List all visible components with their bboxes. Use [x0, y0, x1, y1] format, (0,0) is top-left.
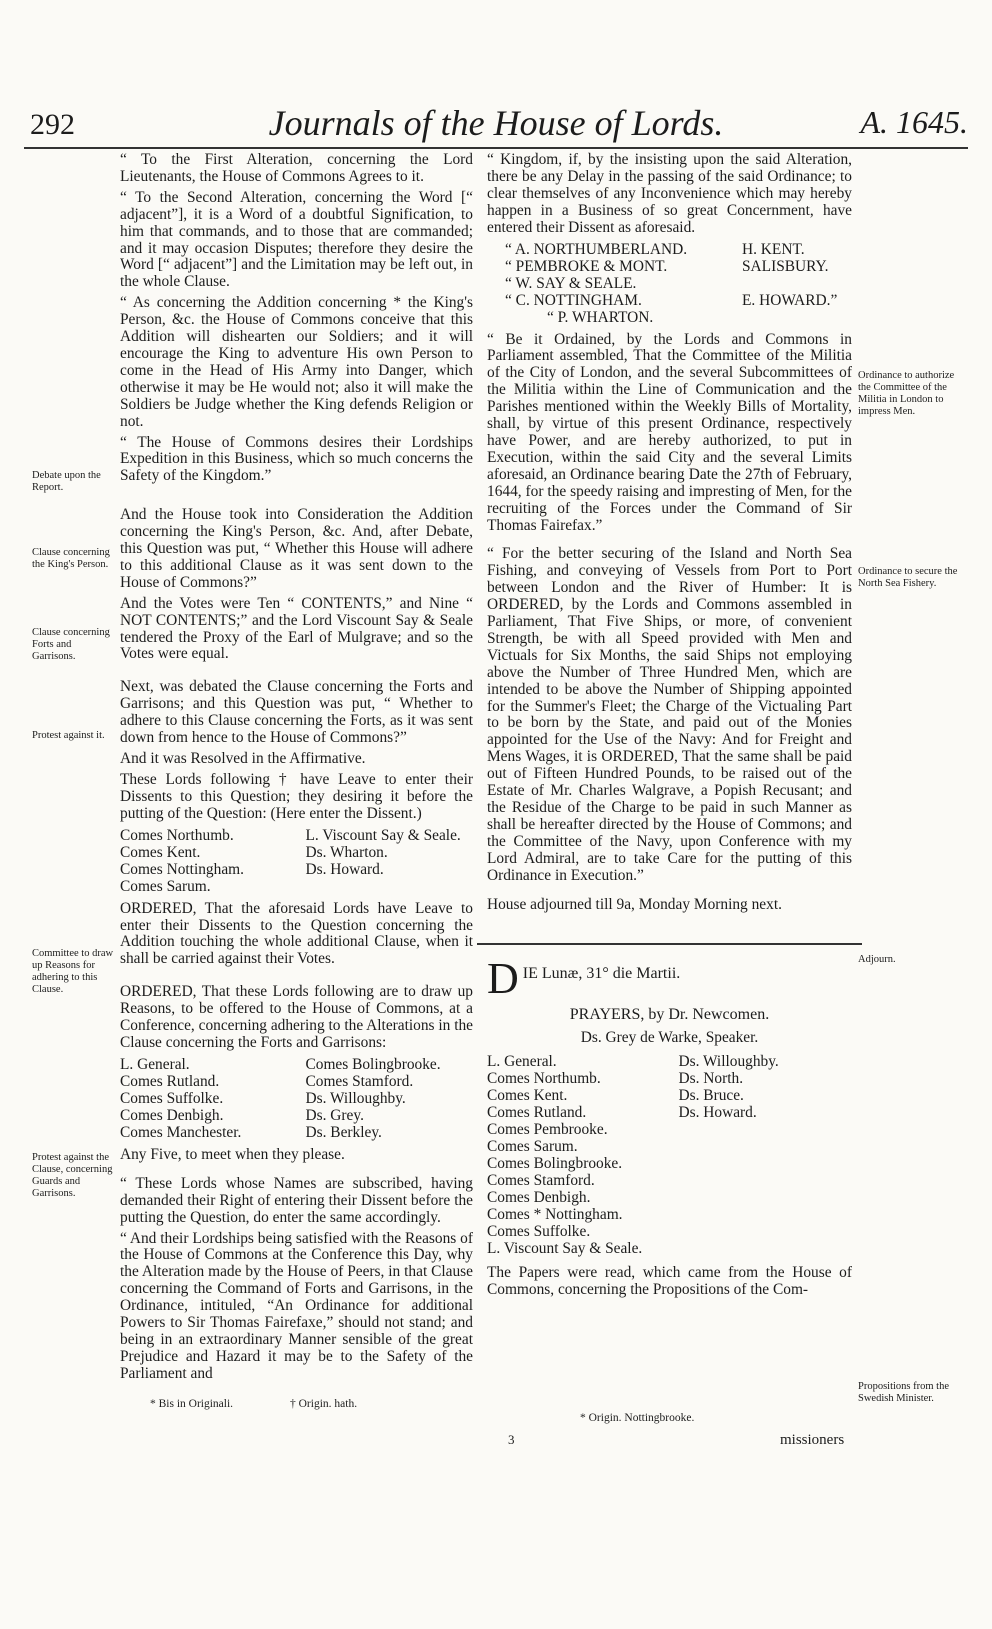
footnote: * Origin. Nottingbrooke.: [580, 1412, 695, 1424]
margin-note: Adjourn.: [858, 954, 896, 965]
paragraph: “ Be it Ordained, by the Lords and Commons in Parliament assembled, That the Committee of the Militia of the City of London, and the several Subcommittees of the Militia within the Line of Communication and the Parishes mentioned within the Weekly Bills of Mortality, shall, by virtue of this present Ordinance, respectively have Power, and are hereby authorized, to put in Execution, within the said City and the several Limits aforesaid, an Ordinance bearing Date the 27th of February, 1644, for the speedy raising and impresting of Men, for the recruiting of the Forces under the Command of Sir Thomas Fairefax.”: [487, 330, 852, 534]
margin-note: Protest against it.: [32, 730, 105, 741]
lord-name: Ds. Howard.: [305, 860, 384, 878]
paragraph: “ Kingdom, if, by the insisting upon the said Alteration, there be any Delay in the passing of the said Ordinance; to clear themselves of any Inconvenience which may hereby happen in a Business of so great Concernment, have entered their Dissent as aforesaid.: [487, 151, 852, 236]
signature-row: [487, 241, 852, 258]
lord-name: Comes Rutland.: [487, 1104, 587, 1122]
footnote: † Origin. hath.: [290, 1398, 358, 1410]
lord-name: Comes Suffolke.: [120, 1089, 224, 1107]
signature: [742, 309, 852, 326]
lord-name: Ds. Howard.: [678, 1104, 757, 1122]
lord-name: Comes Nottingham.: [120, 860, 244, 878]
signature-row: [487, 275, 852, 292]
margin-note: Clause concerning Forts and Garrisons.: [32, 627, 110, 662]
dissent-names: [120, 827, 473, 895]
lord-name: Comes Manchester.: [120, 1123, 242, 1141]
signatures: [487, 241, 852, 326]
lord-name: Comes Stamford.: [305, 1072, 414, 1090]
lord-name: Ds. North.: [678, 1070, 744, 1088]
present-lords: [487, 1053, 852, 1257]
speaker-line: Ds. Grey de Warke, Speaker.: [580, 1029, 759, 1047]
paragraph: The Papers were read, which came from the House of Commons, concerning the Propositions of the Com-: [487, 1264, 852, 1299]
lord-name: Comes Sarum.: [120, 877, 211, 895]
paragraph: ORDERED, That the aforesaid Lords have Leave to enter their Dissents to the Question concerning the Addition touching the whole additional Clause, when it shall be carried against their Votes.: [120, 899, 473, 968]
paragraph: “ To the First Alteration, concerning the Lord Lieutenants, the House of Commons Agrees to it.: [120, 151, 473, 185]
signature: H. KENT.: [742, 240, 805, 258]
signature: “ W. SAY & SEALE.: [505, 274, 637, 292]
paragraph: “ To the Second Alteration, concerning the Word [“ adjacent”], it is a Word of a doubtful Signification, to him that commands, and to those that are commanded; and it may occasion Disputes; therefore they desire the Word [“ adjacent”] and the Limitation may be left out, in the whole Clause.: [120, 188, 473, 291]
paragraph: “ As concerning the Addition concerning * the King's Person, &c. the House of Commons conceive that this Addition will dishearten our Soldiers; and it will encourage the King to adventure His own Person to come in the Head of His Army into Danger, which otherwise it may be He would not; also it will make the Soldiers be Judge whether the King defends Religion or not.: [120, 294, 473, 430]
drop-cap: D: [487, 959, 519, 1000]
paragraph: And the Votes were Ten “ CONTENTS,” and Nine “ NOT CONTENTS;” and the Lord Viscount Say & Seale tendered the Proxy of the Earl of Mulgrave; and so the Votes were equal.: [120, 594, 473, 663]
signature: “ P. WHARTON.: [547, 308, 654, 326]
committee-names: [120, 1056, 473, 1141]
prayers-line: PRAYERS, by Dr. Newcomen.: [569, 1006, 770, 1024]
lord-name: Ds. Grey.: [305, 1106, 364, 1124]
signature: “ C. NOTTINGHAM.: [505, 291, 642, 309]
lord-name: Ds. Willoughby.: [678, 1053, 779, 1071]
paragraph: “ These Lords whose Names are subscribed, having demanded their Right of entering their Dissent before the putting the Question, do enter the same accordingly.: [120, 1174, 473, 1226]
signature-row: [487, 292, 852, 309]
lord-name: Comes Suffolke.: [487, 1223, 591, 1241]
lord-name: Ds. Willoughby.: [305, 1089, 406, 1107]
lord-name: Comes Kent.: [487, 1087, 568, 1105]
day-heading: [487, 959, 852, 999]
lord-name: L. Viscount Say & Seale.: [487, 1240, 643, 1258]
signature: [742, 275, 852, 292]
margin-note: Debate upon the Report.: [32, 470, 101, 493]
paragraph: Any Five, to meet when they please.: [120, 1145, 345, 1163]
lord-name: Comes Sarum.: [487, 1138, 578, 1156]
paragraph: And the House took into Consideration the Addition concerning the King's Person, &c. And, after Debate, this Question was put, “ Whether this House will adhere to this additional Clause as it was sent down to the House of Commons?”: [120, 506, 473, 591]
page-header: [0, 0, 992, 160]
signature: “ A. NORTHUMBERLAND.: [505, 240, 688, 258]
lord-name: Comes Stamford.: [487, 1172, 595, 1190]
margin-note: Committee to draw up Reasons for adhering to this Clause.: [32, 948, 114, 995]
margin-note: Ordinance to authorize the Committee of the Militia in London to impress Men.: [858, 370, 955, 417]
page-number: 292: [30, 108, 75, 141]
paragraph: Next, was debated the Clause concerning the Forts and Garrisons; and this Question was put, “ Whether to adhere to this Clause concerning the Forts, as it was sent down from hence to the House of Commons?”: [120, 678, 473, 747]
lord-name: Comes * Nottingham.: [487, 1206, 623, 1224]
left-column: [120, 152, 473, 1387]
paragraph: House adjourned till 9a, Monday Morning next.: [487, 895, 782, 913]
paragraph: “ For the better securing of the Island and North Sea Fishing, and conveying of Vessels from Port to Port between London and the River of Humber: It is ORDERED, by the Lords and Commons assembled in Parliament, That Five Ships, or more, of convenient Strength, be with all Speed provided with Men and Victuals for Six Months, the said Ships not employing above the Number of Three Hundred Men, which are intended to be above the Number of Shipping appointed for the Summer's Fleet; the Charge of the Victualing Part to be born by the State, and paid out of the Monies appointed for the Use of the Navy: And for Freight and Mens Wages, it is ORDERED, That the same shall be paid out of Fifteen Hundred Pounds, to be raised out of the Estate of Mr. Charles Walgrave, a Popish Recusant; and the Residue of the Charge to be paid in such Manner as shall be hereafter directed by the House of Commons; and the Committee of the Navy, upon Conference with my Lord Admiral, are to take Care for the putting of this Ordinance in Execution.”: [487, 545, 852, 884]
margin-note: Clause concerning the King's Person.: [32, 547, 110, 570]
lord-name: Comes Bolingbrooke.: [305, 1055, 441, 1073]
lord-name: Ds. Bruce.: [678, 1087, 744, 1105]
paragraph: “ The House of Commons desires their Lordships Expedition in this Business, which so much concerns the Safety of the Kingdom.”: [120, 433, 473, 485]
lord-name: Comes Northumb.: [120, 826, 234, 844]
paragraph: “ And their Lordships being satisfied with the Reasons of the House of Commons at the Conference this Day, why the Alteration made by the House of Peers, in that Clause concerning the Command of Forts and Garrisons, in the Ordinance, intituled, “An Ordinance for additional Powers to Sir Thomas Fairefaxe,” should not stand; and being in an extraordinary Manner sensible of the great Prejudice and Hazard it may be to the Safety of the Parliament and: [120, 1229, 473, 1382]
day-heading-text: IE Lunæ, 31° die Martii.: [522, 965, 681, 983]
signature-row: [487, 309, 852, 326]
lord-name: Comes Bolingbrooke.: [487, 1155, 623, 1173]
paragraph: And it was Resolved in the Affirmative.: [120, 750, 366, 767]
lord-name: Comes Denbigh.: [120, 1106, 224, 1124]
lord-name: Ds. Wharton.: [305, 843, 388, 861]
lord-name: Comes Denbigh.: [487, 1189, 591, 1207]
footnote: * Bis in Originali.: [150, 1398, 234, 1410]
section-rule: [477, 943, 862, 945]
signature: SALISBURY.: [742, 257, 829, 275]
lord-name: Ds. Berkley.: [305, 1123, 382, 1141]
signature: E. HOWARD.”: [742, 291, 838, 309]
signature: “ PEMBROKE & MONT.: [505, 257, 668, 275]
right-column: [487, 152, 852, 1303]
header-rule: [24, 147, 968, 149]
paragraph: ORDERED, That these Lords following are to draw up Reasons, to be offered to the House of Commons, at a Conference, concerning adhering to the Alterations in the Clause concerning the Forts and Garrisons:: [120, 983, 474, 1051]
lord-name: L. General.: [487, 1053, 557, 1071]
year-label: A. 1645.: [860, 104, 968, 140]
margin-note: Protest against the Clause, concerning Guards and Garrisons.: [32, 1152, 113, 1199]
signature-row: [487, 258, 852, 275]
margin-note: Propositions from the Swedish Minister.: [858, 1381, 949, 1404]
paragraph: These Lords following † have Leave to enter their Dissents to this Question; they desiring it before the putting of the Question: (Here enter the Dissent.): [120, 770, 473, 822]
lord-name: Comes Pembrooke.: [487, 1121, 608, 1139]
lord-name: Comes Rutland.: [120, 1072, 220, 1090]
lord-name: Comes Kent.: [120, 843, 201, 861]
catchword: missioners: [780, 1432, 845, 1448]
lord-name: L. General.: [120, 1055, 190, 1073]
lord-name: L. Viscount Say & Seale.: [305, 826, 461, 844]
lord-name: Comes Northumb.: [487, 1070, 601, 1088]
running-title: Journals of the House of Lords.: [268, 103, 724, 143]
margin-note: Ordinance to secure the North Sea Fishery.: [858, 566, 958, 589]
signature-mark: 3: [508, 1432, 515, 1447]
